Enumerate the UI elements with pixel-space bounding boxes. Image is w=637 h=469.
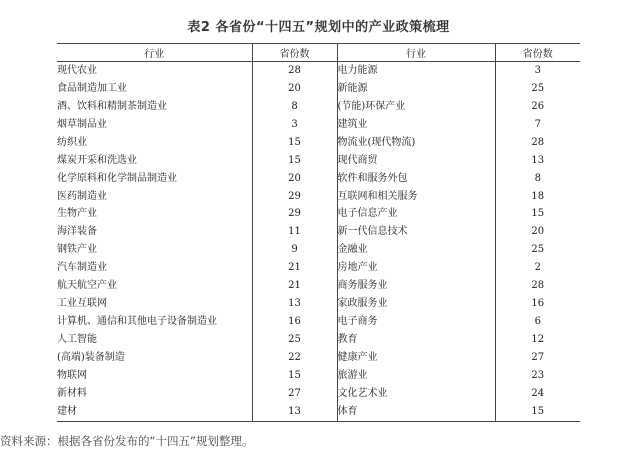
industry-cell-right: 金融业 — [337, 241, 495, 259]
table-row — [57, 152, 580, 170]
table-row — [57, 206, 580, 224]
industry-cell-left: 医药制造业 — [57, 190, 107, 202]
industry-cell-left: 钢铁产业 — [57, 244, 97, 256]
table-row — [57, 116, 580, 134]
table-row — [57, 259, 580, 277]
industry-cell-left: 计算机、通信和其他电子设备制造业 — [57, 316, 217, 328]
count-cell-left: 13 — [252, 295, 337, 313]
industry-cell-left: (高端)装备制造 — [57, 351, 125, 363]
industry-cell-right: 房地产业 — [337, 259, 495, 277]
count-cell-left: 15 — [252, 367, 337, 385]
count-cell-left: 16 — [252, 313, 337, 331]
table-row — [57, 313, 580, 331]
count-cell-right: 26 — [495, 98, 580, 116]
count-cell-left: 27 — [252, 385, 337, 403]
count-cell-left: 15 — [252, 152, 337, 170]
industry-cell-right: 新一代信息技术 — [337, 223, 495, 241]
table-row — [57, 98, 580, 116]
industry-cell-right: 新能源 — [337, 80, 495, 98]
table-row — [57, 277, 580, 295]
industry-cell-right: 商务服务业 — [337, 277, 495, 295]
count-cell-left: 11 — [252, 223, 337, 241]
count-cell-left: 8 — [252, 98, 337, 116]
industry-cell-left: 航天航空产业 — [57, 280, 117, 292]
count-cell-left: 21 — [252, 277, 337, 295]
count-cell-right: 12 — [495, 331, 580, 349]
count-cell-left: 20 — [252, 170, 337, 188]
industry-cell-left: 建材 — [57, 403, 252, 421]
count-cell-left: 22 — [252, 349, 337, 367]
header-count-right: 省份数 — [495, 44, 580, 62]
table-row — [57, 134, 580, 152]
industry-cell-left: 煤炭开采和洗选业 — [57, 154, 137, 166]
count-cell-right: 2 — [495, 259, 580, 277]
table-row — [57, 367, 580, 385]
table-row — [57, 349, 580, 367]
count-cell-left: 20 — [252, 80, 337, 98]
industry-cell-left: 现代农业 — [57, 64, 97, 76]
industry-cell-right: 电力能源 — [337, 62, 495, 80]
count-cell-left: 29 — [252, 206, 337, 224]
table-row — [57, 241, 580, 259]
industry-cell-left: 化学原料和化学制品制造业 — [57, 172, 177, 184]
header-industry-left: 行业 — [57, 44, 252, 62]
industry-cell-right: 文化艺术业 — [337, 385, 495, 403]
table-row — [57, 331, 580, 349]
count-cell-right: 28 — [495, 134, 580, 152]
industry-cell-right: 电子商务 — [337, 313, 495, 331]
industry-cell-left: 新材料 — [57, 387, 87, 399]
source-note: 资料来源：根据各省份发布的“十四五”规划整理。 — [0, 434, 254, 448]
industry-policy-table — [57, 43, 580, 422]
count-cell-left: 13 — [252, 403, 337, 421]
industry-cell-left: 汽车制造业 — [57, 262, 107, 274]
industry-cell-left: 纺织业 — [57, 136, 87, 148]
industry-cell-left: 工业互联网 — [57, 298, 107, 310]
industry-cell-right: 建筑业 — [337, 116, 495, 134]
industry-cell-right: (节能)环保产业 — [337, 98, 495, 116]
table-body — [57, 62, 580, 422]
industry-cell-left: 物联网 — [57, 369, 87, 381]
count-cell-right: 8 — [495, 170, 580, 188]
industry-cell-right: 教育 — [337, 331, 495, 349]
industry-cell-left: 海洋装备 — [57, 226, 97, 238]
table-title: 表2 各省份“十四五”规划中的产业政策梳理 — [187, 20, 450, 35]
count-cell-right: 25 — [495, 241, 580, 259]
count-cell-left: 29 — [252, 188, 337, 206]
industry-cell-left: 食品制造加工业 — [57, 82, 127, 94]
table-row — [57, 188, 580, 206]
count-cell-left: 21 — [252, 259, 337, 277]
count-cell-right: 23 — [495, 367, 580, 385]
count-cell-right: 13 — [495, 152, 580, 170]
header-industry-right: 行业 — [337, 44, 495, 62]
industry-cell-right: 旅游业 — [337, 367, 495, 385]
count-cell-left: 9 — [252, 241, 337, 259]
industry-cell-right: 软件和服务外包 — [337, 170, 495, 188]
count-cell-right: 18 — [495, 188, 580, 206]
industry-cell-left: 生物产业 — [57, 208, 97, 220]
table-row — [57, 80, 580, 98]
count-cell-right: 24 — [495, 385, 580, 403]
table-row — [57, 403, 580, 421]
header-count-left: 省份数 — [252, 44, 337, 62]
industry-cell-left: 人工智能 — [57, 334, 97, 346]
count-cell-right: 20 — [495, 223, 580, 241]
industry-cell-right: 电子信息产业 — [337, 206, 495, 224]
count-cell-left: 28 — [252, 62, 337, 80]
table-row — [57, 62, 580, 80]
table-row — [57, 223, 580, 241]
table-header-row — [57, 44, 580, 62]
count-cell-right: 28 — [495, 277, 580, 295]
count-cell-right: 27 — [495, 349, 580, 367]
industry-cell-right: 物流业(现代物流) — [337, 134, 495, 152]
industry-cell-left: 烟草制品业 — [57, 118, 107, 130]
count-cell-right: 6 — [495, 313, 580, 331]
count-cell-left: 15 — [252, 134, 337, 152]
count-cell-left: 25 — [252, 331, 337, 349]
count-cell-right: 7 — [495, 116, 580, 134]
industry-cell-right: 家政服务业 — [337, 295, 495, 313]
count-cell-right: 16 — [495, 295, 580, 313]
table-row — [57, 385, 580, 403]
table-row — [57, 170, 580, 188]
industry-cell-left: 酒、饮料和精制茶制造业 — [57, 100, 167, 112]
count-cell-right: 15 — [495, 403, 580, 421]
industry-cell-right: 互联网和相关服务 — [337, 188, 495, 206]
count-cell-right: 25 — [495, 80, 580, 98]
industry-cell-right: 现代商贸 — [337, 152, 495, 170]
industry-cell-right: 体育 — [337, 403, 495, 421]
table-row — [57, 295, 580, 313]
count-cell-left: 3 — [252, 116, 337, 134]
industry-cell-right: 健康产业 — [337, 349, 495, 367]
count-cell-right: 3 — [495, 62, 580, 80]
count-cell-right: 15 — [495, 206, 580, 224]
